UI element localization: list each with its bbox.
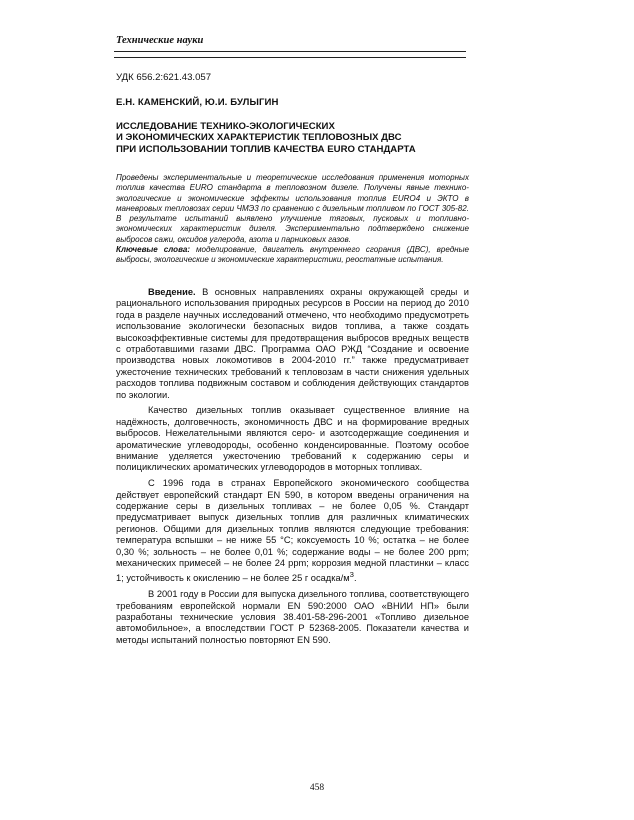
header-rule-top [114,51,466,52]
journal-section-header: Технические науки [116,35,204,46]
header-rule-bottom [114,57,466,58]
intro-label: Введение. [148,287,196,297]
abstract-text: Проведены экспериментальные и теоретические исследования применения моторных топлив качества EURO стандарта в тепловозном дизеле. Получены явные технико-экологические и экономические эффекты использования топлив EURO4 и ЭКТО в маневровых тепловозах серии ЧМЭ3 по сравнению с дизельным топливом по ГОСТ 305-82. В результате испытаний выявлено улучшение тяговых, пусковых и топливно-экономических характеристик дизеля. Экспериментально подтверждено снижение выбросов сажи, оксидов углерода, азота и парниковых газов. [116,173,469,244]
udk-code: УДК 656.2:621.43.057 [116,72,212,83]
paper-title [116,121,476,155]
paragraph-text: В основных направлениях охраны окружающей среды и рационального использования природных ресурсов в России на период до 2010 года в разделе научных исследований отмечено, что необходимо предусмотреть использование экологически безопасных видов топлива, а также создать высокоэффективные системы для предотвращения выбросов вредных веществ с отработавшими газами ДВС. Программа ОАО РЖД “Создание и освоение производства новых локомотивов в 2004-2010 гг.” также предусматривает ужесточение технических требований к тепловозам в части снижения удельных расходов топлива подвижным составом и соблюдения действующих стандартов по экологии. [116,287,469,400]
paragraph-text: . [353,573,357,584]
authors: Е.Н. КАМЕНСКИЙ, Ю.И. БУЛЫГИН [116,97,279,108]
paragraph: Качество дизельных топлив оказывает существенное влияние на надёжность, долговечность, экономичность ДВС и на формирование вредных выбросов. Нежелательными являются серо- и азотсодержащие соединения и ароматические углеводороды, особенно конденсированные. Поэтому особое внимание уделяется ужесточению требований к содержанию серы и полициклических ароматических углеводородов в моторных топливах. [116,405,469,473]
paragraph-text: С 1996 года в странах Европейского экономического сообщества действует европейский стандарт EN 590, в котором введены ограничения на содержание серы в дизельных топливах – не более 0,05 %. Стандарт предусматривает выпуск дизельных топлив для различных климатических регионов. Общими для дизельных топлив являются следующие требования: температура вспышки – не ниже 55 °С; коксуемость 10 %; остатка – не более 0,30 %; зольность – не более 0,01 %; содержание воды – не более 200 ppm; механических примесей – не более 24 ppm; коррозия медной пластинки – класс 1; устойчивость к окислению – не более 25 г осадка/м [116,478,469,584]
title-line: И ЭКОНОМИЧЕСКИХ ХАРАКТЕРИСТИК ТЕПЛОВОЗНЫХ ДВС [116,132,402,144]
abstract [116,173,469,266]
title-line: ИССЛЕДОВАНИЕ ТЕХНИКО-ЭКОЛОГИЧЕСКИХ [116,121,335,132]
paragraph: В 2001 году в России для выпуска дизельного топлива, соответствующего требованиям европейской нормали EN 590:2000 ОАО «ВНИИ НП» были разработаны технические условия 38.401-58-296-2001 «Топливо дизельное автомобильное», а впоследствии ГОСТ Р 52368-2005. Показатели качества и методы испытаний полностью повторяют EN 590. [116,589,469,645]
page-number: 458 [309,783,325,793]
keywords [116,245,469,266]
title-line: ПРИ ИСПОЛЬЗОВАНИИ ТОПЛИВ КАЧЕСТВА EURO СТАНДАРТА [116,143,416,155]
superscript: 3 [349,570,354,580]
paragraph [116,478,469,585]
keywords-text: моделирование, двигатель внутреннего сгорания (ДВС), вредные выбросы, экологические и экономические характеристики, реостатные испытания. [116,245,469,265]
article-body [116,287,469,650]
keywords-label: Ключевые слова: [116,245,190,255]
paragraph-intro [116,287,469,401]
